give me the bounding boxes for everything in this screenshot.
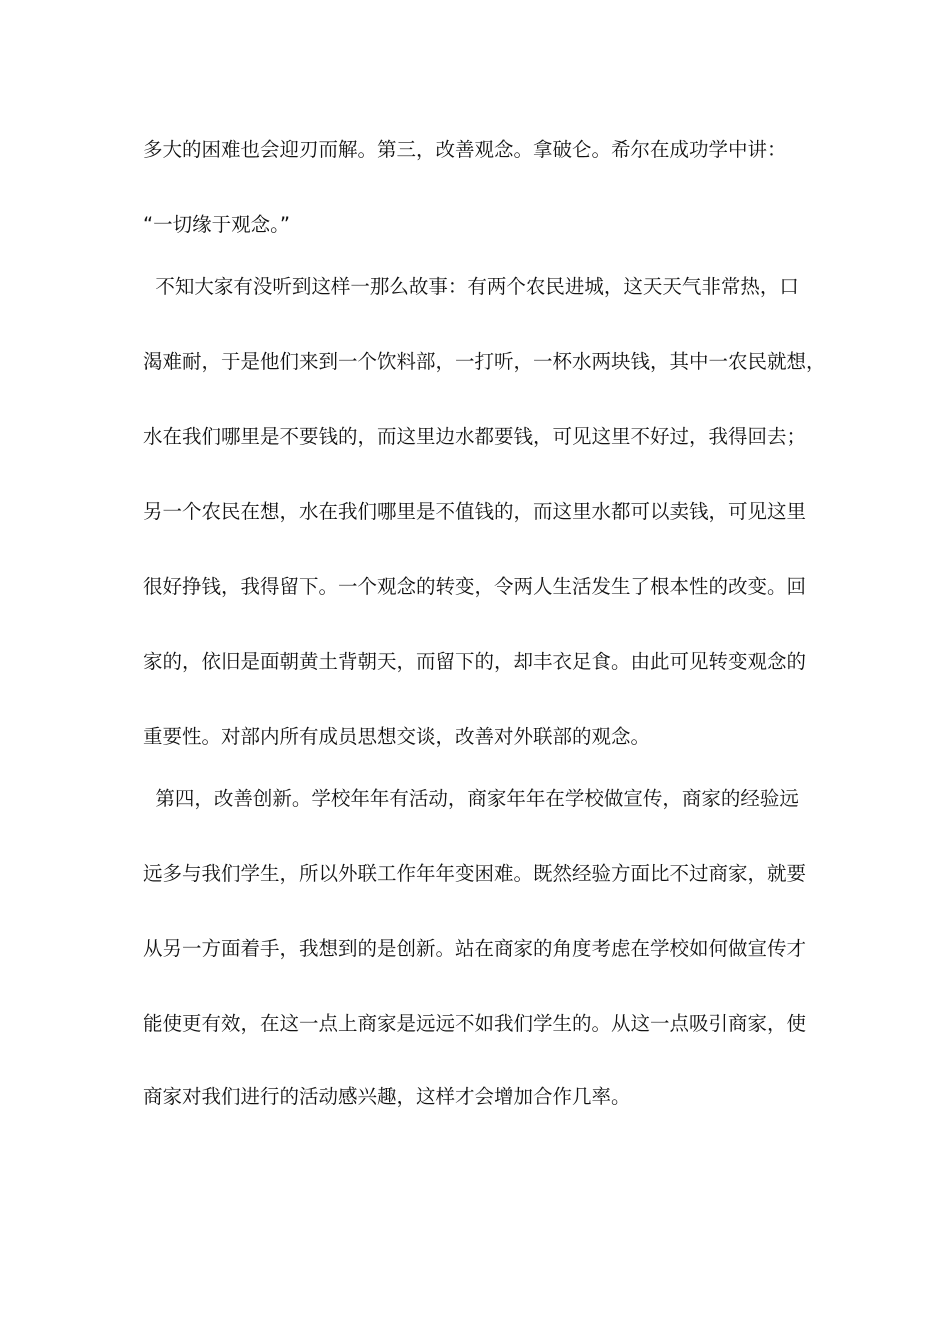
- text-line: 家的，依旧是面朝黄土背朝天，而留下的，却丰衣足食。由此可见转变观念的: [143, 650, 807, 673]
- text-line: 商家对我们进行的活动感兴趣，这样才会增加合作几率。: [143, 1085, 631, 1108]
- text-line: 水在我们哪里是不要钱的，而这里边水都要钱，可见这里不好过，我得回去；: [143, 425, 807, 448]
- text-line: 多大的困难也会迎刃而解。第三，改善观念。拿破仑。希尔在成功学中讲：: [143, 138, 787, 161]
- text-line: 不知大家有没听到这样一那么故事：有两个农民进城，这天天气非常热，口: [143, 275, 799, 298]
- text-line: 很好挣钱，我得留下。一个观念的转变，令两人生活发生了根本性的改变。回: [143, 575, 807, 598]
- text-line: 能使更有效，在这一点上商家是远远不如我们学生的。从这一点吸引商家，使: [143, 1012, 807, 1035]
- text-line: 远多与我们学生，所以外联工作年年变困难。既然经验方面比不过商家，就要: [143, 862, 807, 885]
- text-line: “一切缘于观念。”: [143, 213, 290, 236]
- text-line: 渴难耐，于是他们来到一个饮料部，一打听，一杯水两块钱，其中一农民就想，: [143, 350, 826, 373]
- text-line: 另一个农民在想，水在我们哪里是不值钱的，而这里水都可以卖钱，可见这里: [143, 500, 807, 523]
- text-line: 第四，改善创新。学校年年有活动，商家年年在学校做宣传，商家的经验远: [143, 787, 799, 810]
- text-line: 重要性。对部内所有成员思想交谈，改善对外联部的观念。: [143, 725, 651, 748]
- text-line: 从另一方面着手，我想到的是创新。站在商家的角度考虑在学校如何做宣传才: [143, 937, 807, 960]
